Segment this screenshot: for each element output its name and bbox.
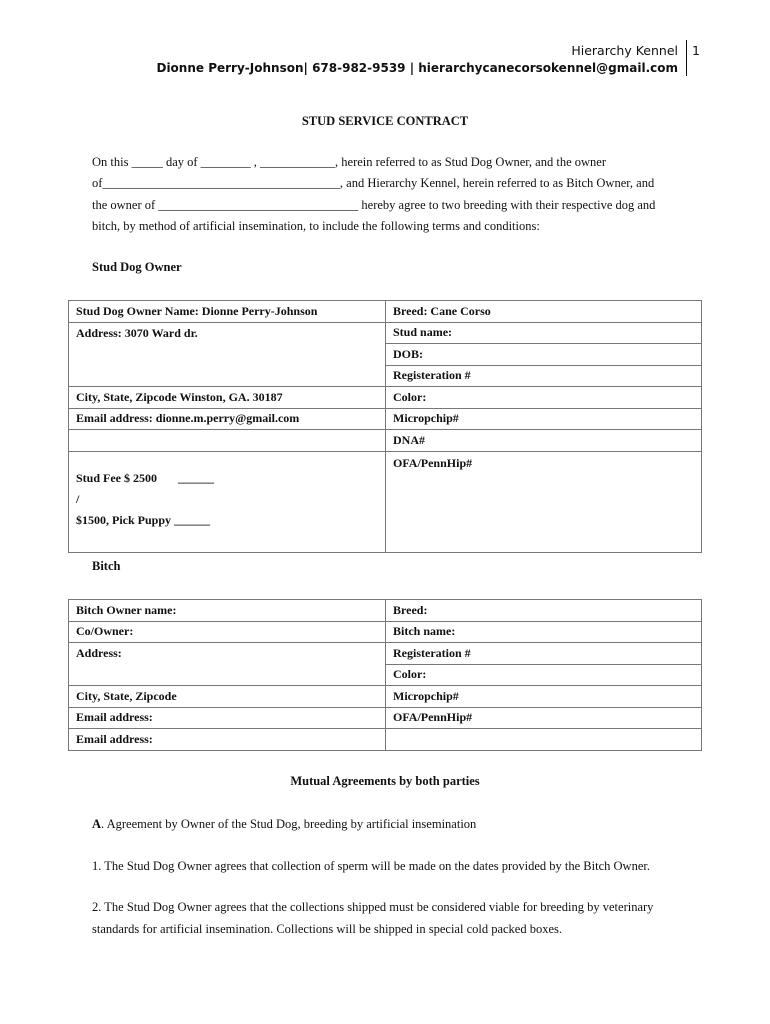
stud-blank-right-cell (386, 476, 702, 552)
header-divider (686, 40, 687, 76)
table-row (69, 686, 702, 708)
intro-line-4: bitch, by method of artificial insemination, to include the following terms and conditions: (92, 218, 540, 233)
bitch-registration-cell: Registeration # (386, 643, 702, 665)
agreement-a-text: . Agreement by Owner of the Stud Dog, breeding by artificial insemination (101, 817, 477, 831)
document-title: STUD SERVICE CONTRACT (301, 114, 469, 128)
table-row (69, 600, 702, 622)
stud-address-blank-cell-2 (69, 365, 386, 387)
stud-city-cell: City, State, Zipcode Winston, GA. 30187 (69, 387, 386, 409)
stud-dna-cell: DNA# (386, 430, 702, 452)
table-row (69, 365, 702, 387)
header-contact-line: Dionne Perry-Johnson| 678-982-9539 | hierarchycanecorsokennel@gmail.com (156, 61, 678, 75)
stud-blank-cell (69, 430, 386, 452)
table-row (69, 322, 702, 344)
intro-line-1: On this _____ day of ________ , ____________, herein referred to as Stud Dog Owner, and the owner (92, 155, 606, 169)
agreement-item-2-line-2: standards for artificial insemination. Collections will be shipped in special cold packed boxes. (92, 921, 563, 936)
bitch-section-label: Bitch (92, 559, 121, 573)
stud-registration-cell: Registeration # (386, 365, 702, 387)
table-row (69, 344, 702, 366)
table-row (69, 301, 702, 323)
bitch-breed-cell: Breed: (386, 600, 702, 622)
stud-fee-line-1: Stud Fee $ 2500 ______ (76, 470, 214, 485)
bitch-co-owner-cell: Co/Owner: (69, 621, 386, 643)
bitch-color-cell: Color: (386, 664, 702, 686)
page-number: 1 (692, 43, 700, 58)
bitch-name-cell: Bitch name: (386, 621, 702, 643)
stud-dob-cell: DOB: (386, 344, 702, 366)
table-row (69, 430, 702, 452)
table-row (69, 451, 702, 476)
stud-address-cell: Address: 3070 Ward dr. (69, 322, 386, 344)
bitch-email-cell-2: Email address: (69, 729, 386, 751)
bitch-blank-cell (386, 729, 702, 751)
intro-paragraph (92, 152, 692, 237)
stud-owner-name-cell: Stud Dog Owner Name: Dionne Perry-Johnson (69, 301, 386, 323)
agreement-item-2-line-1: 2. The Stud Dog Owner agrees that the collections shipped must be considered viable for breeding by veterinary (92, 900, 654, 914)
header-kennel-name: Hierarchy Kennel (571, 43, 678, 58)
bitch-owner-name-cell: Bitch Owner name: (69, 600, 386, 622)
agreement-a (92, 814, 702, 836)
stud-name-cell: Stud name: (386, 322, 702, 344)
mutual-agreements-heading: Mutual Agreements by both parties (290, 774, 480, 788)
table-row (69, 664, 702, 686)
bitch-ofa-cell: OFA/PennHip# (386, 707, 702, 729)
stud-email-cell: Email address: dionne.m.perry@gmail.com (69, 408, 386, 430)
table-row (69, 707, 702, 729)
agreement-item-2 (92, 897, 702, 940)
intro-line-2: of______________________________________, and Hierarchy Kennel, herein referred to as Bitch Owner, and (92, 176, 655, 191)
stud-fee-line-2: / (76, 491, 80, 506)
bitch-email-cell-1: Email address: (69, 707, 386, 729)
agreement-item-1: 1. The Stud Dog Owner agrees that collection of sperm will be made on the dates provided by the Bitch Owner. (92, 859, 650, 873)
bitch-microchip-cell: Micropchip# (386, 686, 702, 708)
intro-line-3: the owner of ________________________________ hereby agree to two breeding with their respective dog and (92, 197, 656, 212)
stud-ofa-cell: OFA/PennHip# (386, 451, 702, 476)
stud-fee-cell (69, 451, 386, 552)
agreement-a-letter: A (92, 817, 102, 831)
stud-microchip-cell: Micropchip# (386, 408, 702, 430)
table-row (69, 643, 702, 665)
table-row (69, 729, 702, 751)
stud-fee-line-3: $1500, Pick Puppy ______ (76, 512, 211, 527)
table-row (69, 408, 702, 430)
stud-address-blank-cell (69, 344, 386, 366)
table-row (69, 387, 702, 409)
bitch-city-cell: City, State, Zipcode (69, 686, 386, 708)
stud-section-label: Stud Dog Owner (92, 260, 182, 274)
stud-dog-table (68, 300, 702, 553)
bitch-address-cell: Address: (69, 643, 386, 665)
bitch-address-blank-cell (69, 664, 386, 686)
stud-breed-cell: Breed: Cane Corso (386, 301, 702, 323)
table-row (69, 621, 702, 643)
stud-color-cell: Color: (386, 387, 702, 409)
bitch-table (68, 599, 702, 751)
